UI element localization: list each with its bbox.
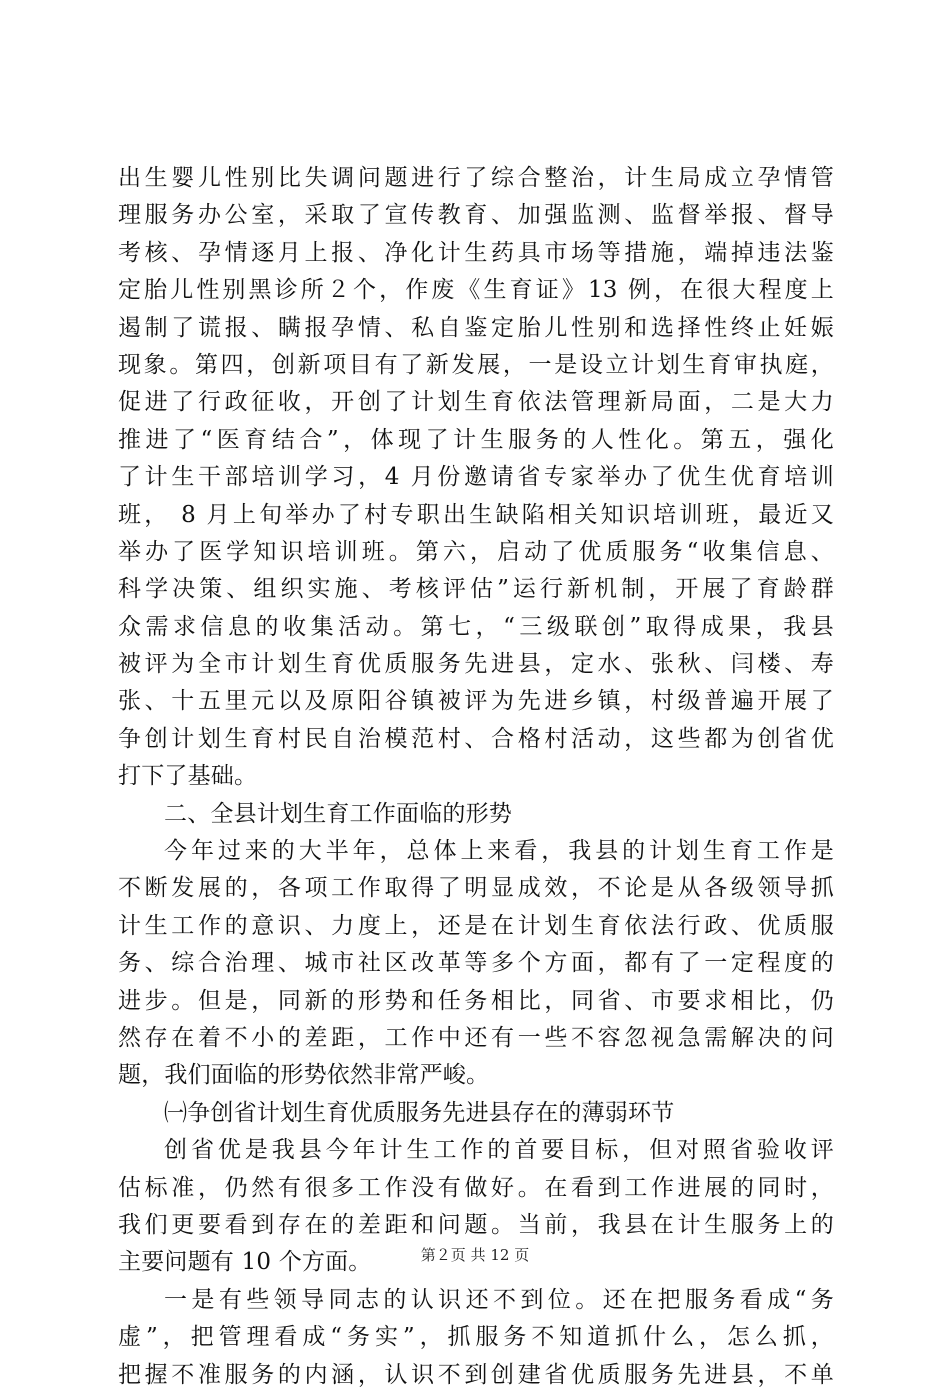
text-line: 今年过来的大半年，总体上来看，我县的计划生育工作是 bbox=[164, 838, 834, 865]
text-line: 被评为全市计划生育优质服务先进县，定水、张秋、闫楼、寿 bbox=[118, 651, 834, 678]
text-line: 推进了“医育结合”，体现了计生服务的人性化。第五，强化 bbox=[118, 426, 834, 453]
text-line: 一是有些领导同志的认识还不到位。还在把服务看成“务 bbox=[164, 1286, 834, 1313]
text-line: 众需求信息的收集活动。第七，“三级联创”取得成果，我县 bbox=[118, 613, 834, 640]
text-line: 打下了基础。 bbox=[118, 763, 258, 790]
text-line: 科学决策、组织实施、考核评估”运行新机制，开展了育龄群 bbox=[118, 576, 834, 603]
text-line: 遏制了谎报、瞒报孕情、私自鉴定胎儿性别和选择性终止妊娠 bbox=[118, 314, 834, 341]
text-line: 举办了医学知识培训班。第六，启动了优质服务“收集信息、 bbox=[118, 538, 834, 565]
text-line: 了计生干部培训学习，4 月份邀请省专家举办了优生优育培训 bbox=[118, 464, 834, 491]
text-line: 估标准，仍然有很多工作没有做好。在看到工作进展的同时， bbox=[118, 1174, 834, 1201]
text-line: 争创计划生育村民自治模范村、合格村活动，这些都为创省优 bbox=[118, 725, 834, 752]
text-line: 张、十五里元以及原阳谷镇被评为先进乡镇，村级普遍开展了 bbox=[118, 688, 834, 715]
text-line: 虚”，把管理看成“务实”，抓服务不知道抓什么，怎么抓， bbox=[118, 1324, 834, 1351]
text-line: 然存在着不小的差距，工作中还有一些不容忽视急需解决的问 bbox=[118, 1024, 834, 1051]
text-line: 主要问题有 10 个方面。 bbox=[118, 1249, 372, 1276]
text-line: 把握不准服务的内涵，认识不到创建省优质服务先进县，不单 bbox=[118, 1361, 834, 1388]
text-line: 促进了行政征收，开创了计划生育依法管理新局面，二是大力 bbox=[118, 389, 834, 416]
text-line: 进步。但是，同新的形势和任务相比，同省、市要求相比，仍 bbox=[118, 987, 834, 1014]
text-line: 创省优是我县今年计生工作的首要目标，但对照省验收评 bbox=[164, 1137, 834, 1164]
text-line: 班， 8 月上旬举办了村专职出生缺陷相关知识培训班，最近又 bbox=[118, 501, 834, 528]
text-line: 考核、孕情逐月上报、净化计生药具市场等措施，端掉违法鉴 bbox=[118, 239, 834, 266]
text-line: 题，我们面临的形势依然非常严峻。 bbox=[118, 1062, 490, 1089]
subsection-heading: ㈠争创省计划生育优质服务先进县存在的薄弱环节 bbox=[164, 1099, 675, 1126]
text-line: 计生工作的意识、力度上，还是在计划生育依法行政、优质服 bbox=[118, 912, 834, 939]
section-heading: 二、全县计划生育工作面临的形势 bbox=[164, 800, 512, 827]
text-line: 理服务办公室，采取了宣传教育、加强监测、监督举报、督导 bbox=[118, 202, 834, 229]
text-line: 务、综合治理、城市社区改革等多个方面，都有了一定程度的 bbox=[118, 950, 834, 977]
text-line: 不断发展的，各项工作取得了明显成效，不论是从各级领导抓 bbox=[118, 875, 834, 902]
text-line: 出生婴儿性别比失调问题进行了综合整治，计生局成立孕情管 bbox=[118, 165, 834, 191]
document-body bbox=[118, 160, 834, 1394]
page-number-footer: 第２页 共 12 页 bbox=[420, 1246, 530, 1264]
text-line: 定胎儿性别黑诊所２个，作废《生育证》13 例，在很大程度上 bbox=[118, 277, 834, 304]
text-line: 现象。第四，创新项目有了新发展，一是设立计划生育审执庭， bbox=[118, 351, 834, 378]
text-line: 我们更要看到存在的差距和问题。当前，我县在计生服务上的 bbox=[118, 1211, 834, 1238]
